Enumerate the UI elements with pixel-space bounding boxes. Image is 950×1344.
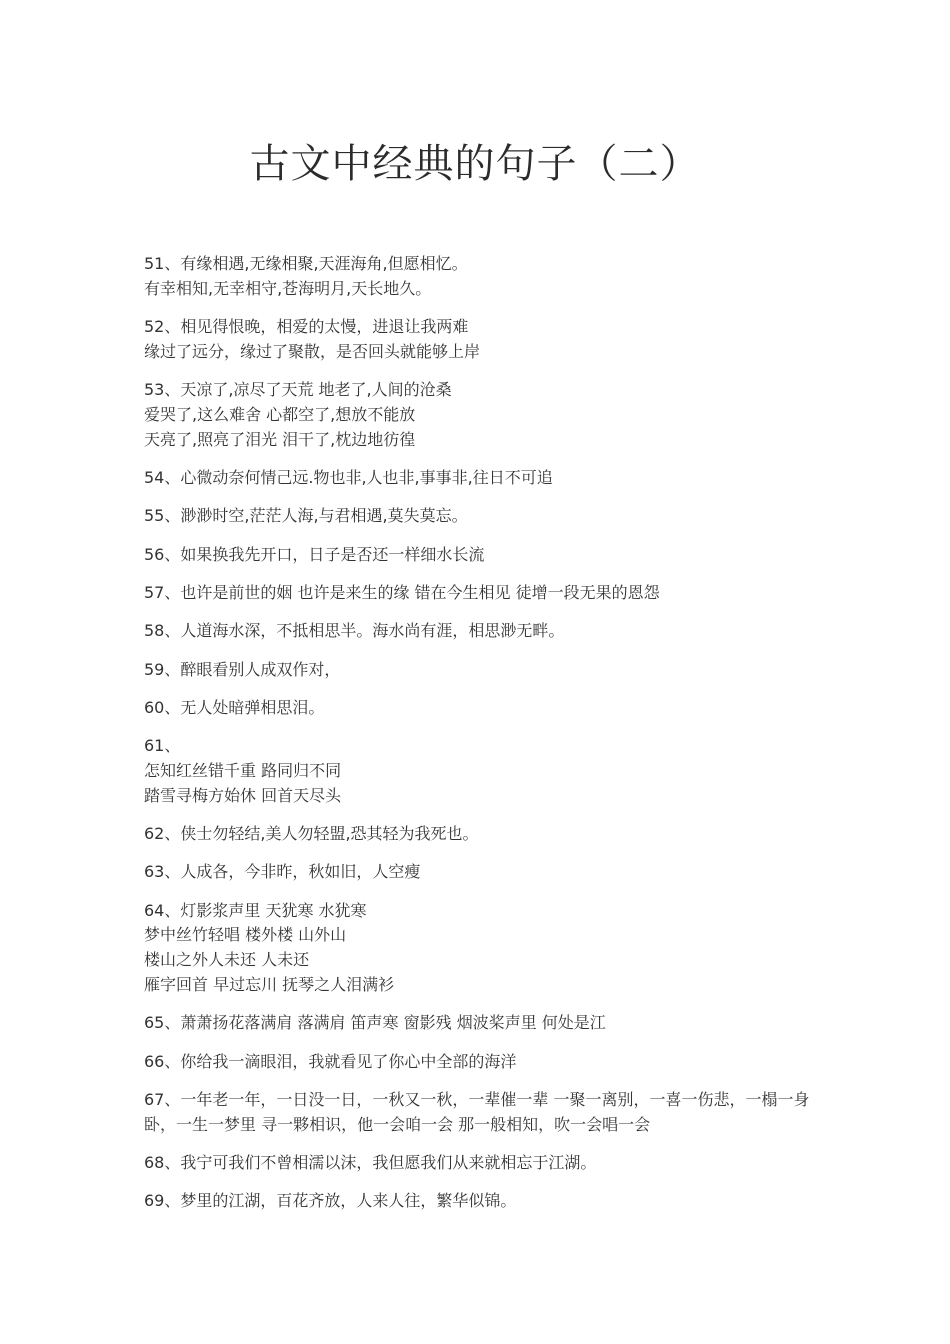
verse-entry bbox=[144, 466, 824, 491]
verse-line: 天亮了,照亮了泪光 泪干了,枕边地彷徨 bbox=[144, 429, 416, 449]
verse-line: 梦中丝竹轻唱 楼外楼 山外山 bbox=[144, 925, 347, 945]
verse-line: 61、 bbox=[144, 736, 181, 756]
verse-entry bbox=[144, 658, 824, 683]
verse-line: 楼山之外人未还 人未还 bbox=[144, 950, 310, 970]
verse-line: 55、渺渺时空,茫茫人海,与君相遇,莫失莫忘。 bbox=[144, 506, 468, 526]
verse-line: 66、你给我一滴眼泪，我就看见了你心中全部的海洋 bbox=[144, 1051, 517, 1071]
verse-entry bbox=[144, 860, 824, 885]
verse-line: 67、一年老一年，一日没一日，一秋又一秋，一辈催一辈 一聚一离别，一喜一伤悲，一榻一身 bbox=[144, 1089, 810, 1109]
verse-line: 64、灯影浆声里 天犹寒 水犹寒 bbox=[144, 900, 367, 920]
verse-line: 雁字回首 早过忘川 抚琴之人泪满衫 bbox=[144, 975, 395, 995]
verse-line: 爱哭了,这么难舍 心都空了,想放不能放 bbox=[144, 404, 416, 424]
verse-entry bbox=[144, 1151, 824, 1176]
verse-line: 56、如果换我先开口，日子是否还一样细水长流 bbox=[144, 544, 485, 564]
verse-entry bbox=[144, 543, 824, 568]
verse-entry bbox=[144, 315, 824, 365]
verse-line: 52、相见得恨晚，相爱的太慢，进退让我两难 bbox=[144, 317, 469, 337]
verse-line: 51、有缘相遇,无缘相聚,天涯海角,但愿相忆。 bbox=[144, 254, 468, 273]
verse-line: 怎知红丝错千重 路同归不同 bbox=[144, 760, 342, 780]
verse-entry bbox=[144, 734, 824, 808]
verse-line: 68、我宁可我们不曾相濡以沫，我但愿我们从来就相忘于江湖。 bbox=[144, 1153, 597, 1173]
verse-line: 65、萧萧扬花落满肩 落满肩 笛声寒 窗影残 烟波桨声里 何处是江 bbox=[144, 1013, 606, 1033]
verse-entry bbox=[144, 1189, 824, 1214]
verse-line: 有幸相知,无幸相守,苍海明月,天长地久。 bbox=[144, 278, 432, 298]
verse-line: 59、醉眼看别人成双作对， bbox=[144, 659, 341, 679]
verse-entry bbox=[144, 619, 824, 644]
verse-line: 57、也许是前世的姻 也许是来生的缘 错在今生相见 徒增一段无果的恩怨 bbox=[144, 582, 660, 602]
verse-entry bbox=[144, 581, 824, 606]
verse-entry bbox=[144, 1050, 824, 1075]
verse-line: 54、心微动奈何情己远.物也非,人也非,事事非,往日不可追 bbox=[144, 468, 553, 488]
verse-entry bbox=[144, 504, 824, 529]
verse-line: 60、无人处暗弹相思泪。 bbox=[144, 697, 325, 717]
verse-entry bbox=[144, 252, 824, 302]
verse-line: 58、人道海水深，不抵相思半。海水尚有涯，相思渺无畔。 bbox=[144, 621, 565, 641]
verse-line: 缘过了远分，缘过了聚散，是否回头就能够上岸 bbox=[144, 341, 481, 361]
verse-line: 踏雪寻梅方始休 回首天尽头 bbox=[144, 785, 342, 805]
verse-entry bbox=[144, 899, 824, 998]
verse-entry bbox=[144, 696, 824, 721]
verse-entry bbox=[144, 378, 824, 452]
document-title: 古文中经典的句子（二） bbox=[249, 141, 701, 187]
verse-line: 53、天凉了,凉尽了天荒 地老了,人间的沧桑 bbox=[144, 380, 452, 400]
verse-line: 卧，一生一梦里 寻一夥相识，他一会咱一会 那一般相知，吹一会唱一会 bbox=[144, 1114, 651, 1134]
verse-line: 63、人成各，今非昨，秋如旧，人空瘦 bbox=[144, 862, 421, 882]
verse-line: 69、梦里的江湖，百花齐放，人来人往，繁华似锦。 bbox=[144, 1191, 517, 1211]
document-body bbox=[144, 252, 824, 1228]
verse-entry bbox=[144, 1088, 824, 1138]
verse-entry bbox=[144, 1011, 824, 1036]
verse-line: 62、侠士勿轻结,美人勿轻盟,恐其轻为我死也。 bbox=[144, 824, 479, 844]
verse-entry bbox=[144, 822, 824, 847]
